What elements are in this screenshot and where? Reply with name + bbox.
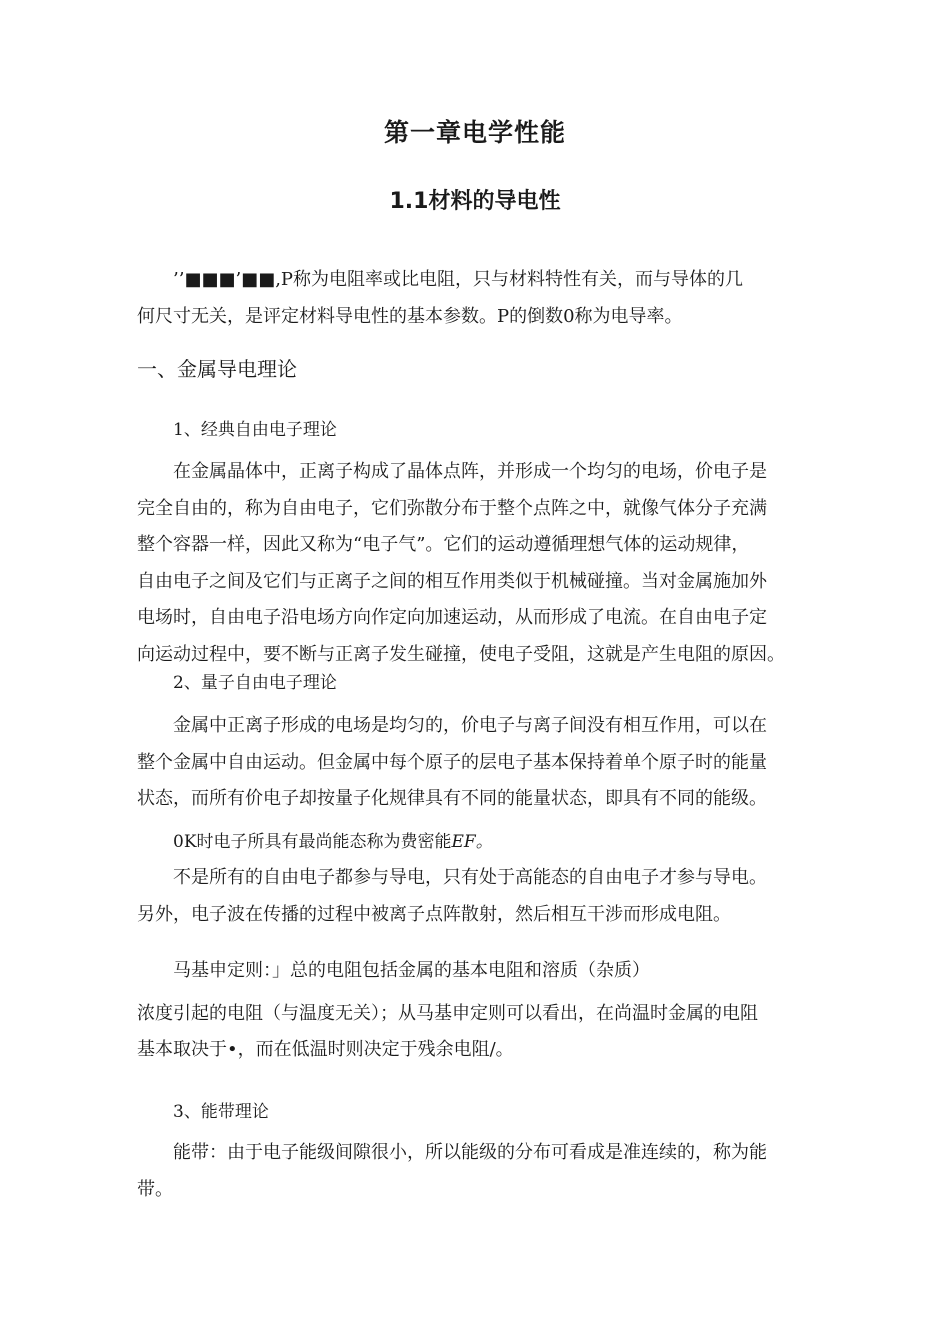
fermi-symbol: EF。 (451, 832, 493, 852)
paragraph-line: 在金属晶体中，正离子构成了晶体点阵，并形成一个均匀的电场，价电子是 (173, 461, 767, 482)
paragraph-line: 不是所有的自由电子都参与导电，只有处于高能态的自由电子才参与导电。 (173, 867, 767, 888)
paragraph-line: 向运动过程中，要不断与正离子发生碰撞，使电子受阻，这就是产生电阻的原因。 (137, 643, 785, 665)
paragraph-line: 浓度引起的电阻（与温度无关）；从马基申定则可以看出，在尚温时金属的电阻 (137, 1002, 758, 1024)
chapter-title: 第一章电学性能 (383, 118, 566, 147)
intro-paragraph (137, 262, 817, 335)
band-theory-paragraph (137, 1135, 817, 1208)
intro-line: 何尺寸无关，是评定材料导电性的基本参数。P的倒数0称为电导率。 (137, 305, 683, 327)
paragraph-line: 自由电子之间及它们与正离子之间的相互作用类似于机械碰撞。当对金属施加外 (137, 570, 767, 592)
subsection-heading: 3、能带理论 (173, 1102, 269, 1122)
quantum-theory-paragraph (137, 708, 817, 818)
paragraph-line: 基本取决于•，而在低温时则决定于残余电阻/。 (137, 1039, 514, 1060)
paragraph-line: 完全自由的，称为自由电子，它们弥散分布于整个点阵之中，就像气体分子充满 (137, 497, 767, 519)
paragraph-line: 马基申定则：」总的电阻包括金属的基本电阻和溶质（杂质） (173, 960, 650, 981)
classical-theory-paragraph (137, 454, 817, 673)
paragraph-line: 状态，而所有价电子却按量子化规律具有不同的能量状态，即具有不同的能级。 (137, 788, 767, 809)
paragraph-line: 金属中正离子形成的电场是均匀的，价电子与离子间没有相互作用，可以在 (173, 715, 767, 736)
paragraph-line: 电场时，自由电子沿电场方向作定向加速运动，从而形成了电流。在自由电子定 (137, 607, 767, 628)
paragraph-line: 整个金属中自由运动。但金属中每个原子的层电子基本保持着单个原子时的能量 (137, 751, 767, 773)
intro-line: ’’■■■’■■,P称为电阻率或比电阻，只与材料特性有关，而与导体的几 (173, 269, 744, 290)
paragraph-line: 能带：由于电子能级间隙很小，所以能级的分布可看成是准连续的，称为能 (173, 1142, 767, 1163)
matthiessen-paragraph (137, 953, 817, 1069)
subsection-heading: 2、量子自由电子理论 (173, 673, 337, 693)
subsection-heading: 1、经典自由电子理论 (173, 420, 337, 440)
paragraph-line: 另外，电子波在传播的过程中被离子点阵散射，然后相互干涉而形成电阻。 (137, 903, 731, 925)
paragraph-line: 整个容器一样，因此又称为“电子气”。它们的运动遵循理想气体的运动规律， (137, 534, 750, 555)
section-title: 1.1材料的导电性 (389, 189, 561, 214)
paragraph-line: 带。 (137, 1178, 173, 1200)
part-heading: 一、金属导电理论 (137, 357, 297, 381)
fermi-energy-line (173, 827, 493, 852)
scattering-paragraph (137, 860, 817, 933)
fermi-text: 0K时电子所具有最尚能态称为费密能 (173, 832, 452, 852)
